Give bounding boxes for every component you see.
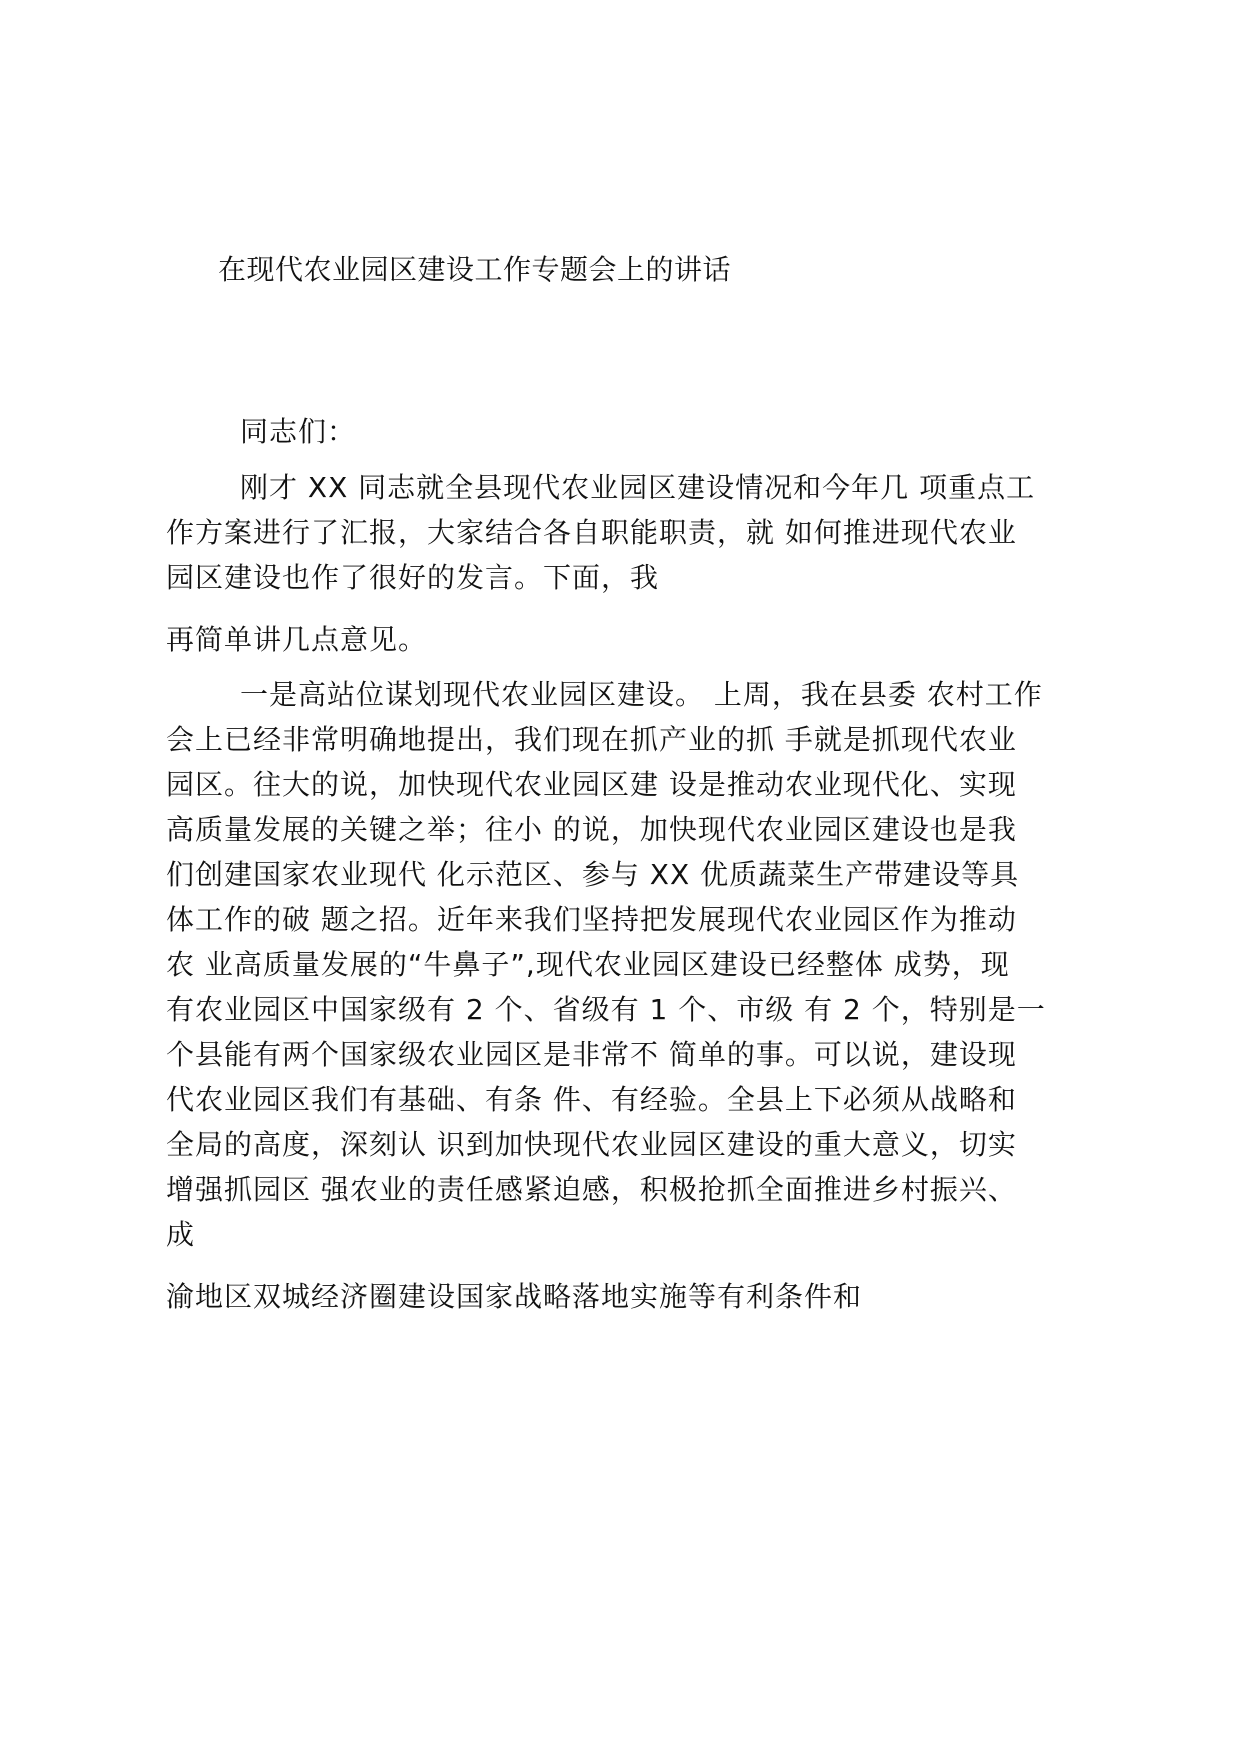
paragraph-line: 会上已经非常明确地提出，我们现在抓产业的抓 手就是抓现代农业 (166, 723, 1017, 756)
document-title: 在现代农业园区建设工作专题会上的讲话 (218, 253, 732, 286)
paragraph-line: 高质量发展的关键之举；往小 的说，加快现代农业园区建设也是我 (166, 813, 1017, 846)
paragraph-line: 代农业园区我们有基础、有条 件、有经验。全县上下必须从战略和 (166, 1083, 1017, 1116)
paragraph-line: 成 (166, 1218, 196, 1251)
salutation: 同志们： (240, 415, 357, 448)
paragraph-line: 园区。往大的说，加快现代农业园区建 设是推动农业现代化、实现 (166, 768, 1017, 801)
paragraph-line: 增强抓园区 强农业的责任感紧迫感，积极抢抓全面推进乡村振兴、 (166, 1173, 1017, 1206)
paragraph-line: 有农业园区中国家级有 2 个、省级有 1 个、市级 有 2 个，特别是一 (166, 993, 1046, 1026)
paragraph-line: 园区建设也作了很好的发言。下面，我 (166, 561, 660, 594)
paragraph-line: 作方案进行了汇报，大家结合各自职能职责，就 如何推进现代农业 (166, 516, 1017, 549)
paragraph-line: 农 业高质量发展的“牛鼻子”,现代农业园区建设已经整体 成势，现 (166, 948, 1010, 981)
paragraph-line: 一是高站位谋划现代农业园区建设。 上周，我在县委 农村工作 (240, 678, 1043, 711)
paragraph-line: 体工作的破 题之招。近年来我们坚持把发展现代农业园区作为推动 (166, 903, 1017, 936)
paragraph-line: 们创建国家农业现代 化示范区、参与 XX 优质蔬菜生产带建设等具 (166, 858, 1020, 891)
paragraph-line: 渝地区双城经济圈建设国家战略落地实施等有利条件和 (166, 1280, 863, 1313)
paragraph-line: 刚才 XX 同志就全县现代农业园区建设情况和今年几 项重点工 (240, 471, 1036, 504)
paragraph-line: 个县能有两个国家级农业园区是非常不 简单的事。可以说，建设现 (166, 1038, 1017, 1071)
paragraph-line: 全局的高度，深刻认 识到加快现代农业园区建设的重大意义，切实 (166, 1128, 1017, 1161)
paragraph-line: 再简单讲几点意见。 (166, 623, 428, 656)
